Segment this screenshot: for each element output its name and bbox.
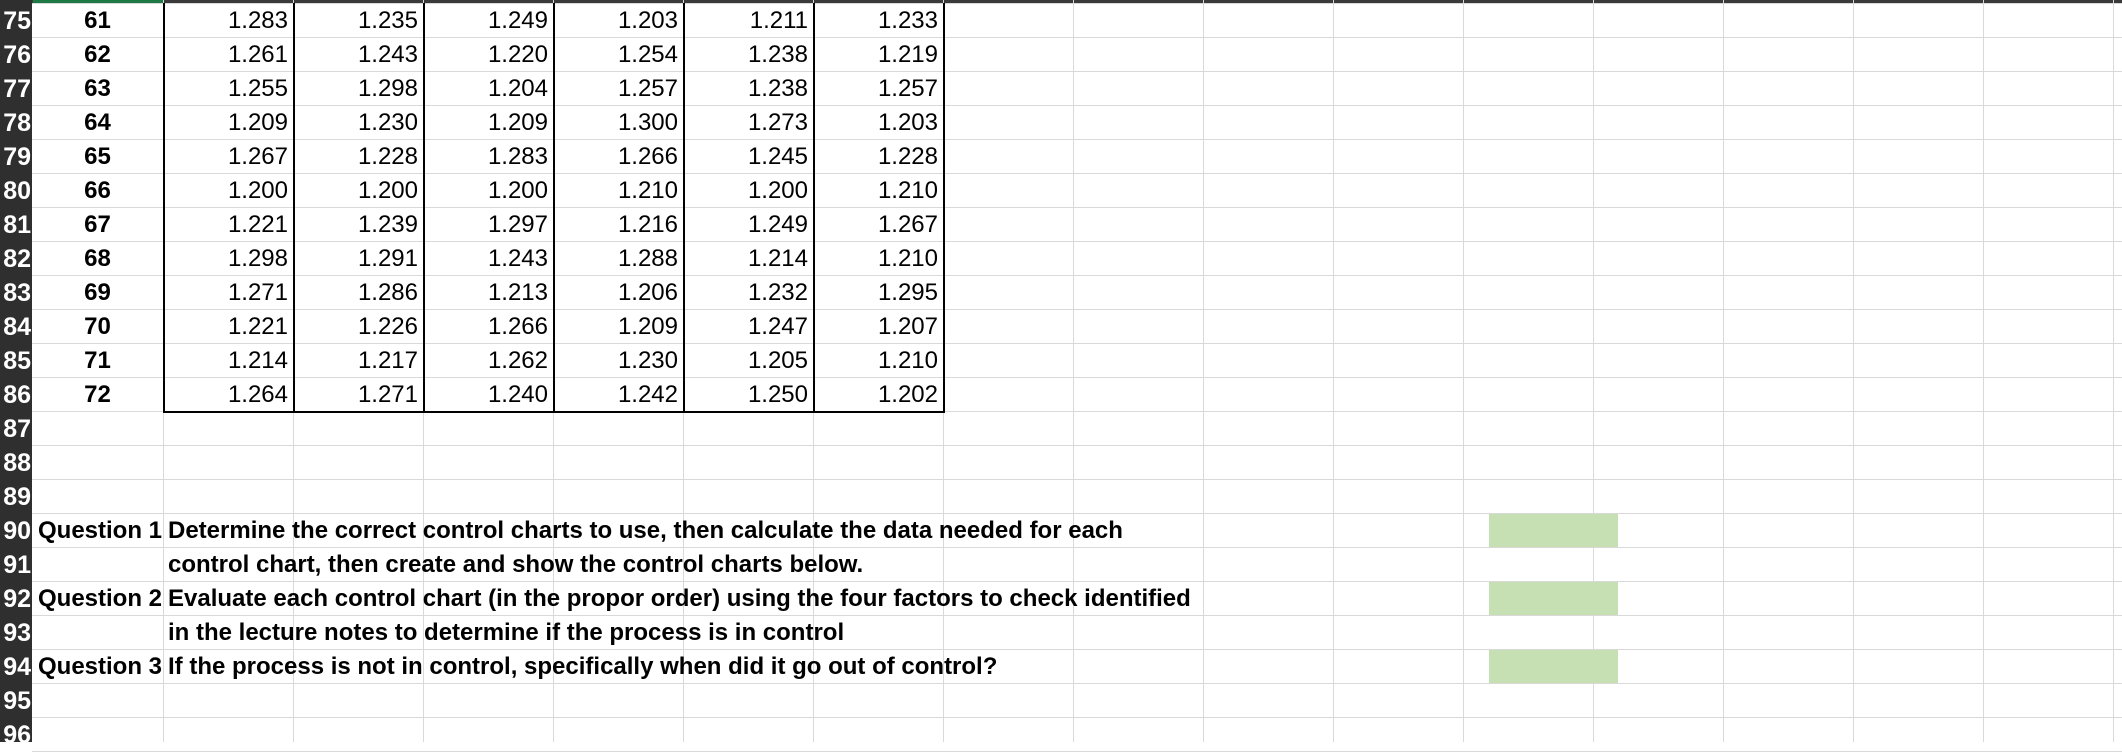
measurement-cell[interactable]: 1.240 bbox=[487, 381, 548, 408]
row-header[interactable]: 90 bbox=[3, 517, 31, 545]
row-header[interactable]: 75 bbox=[3, 7, 31, 35]
row-gridline bbox=[32, 717, 2122, 718]
row-gridline bbox=[32, 445, 2122, 446]
measurement-cell[interactable]: 1.298 bbox=[357, 75, 418, 102]
question-label[interactable]: Question 3 bbox=[38, 653, 163, 680]
measurement-cell[interactable]: 1.286 bbox=[357, 279, 418, 306]
measurement-cell[interactable]: 1.271 bbox=[227, 279, 288, 306]
row-header[interactable]: 85 bbox=[3, 347, 31, 375]
table-border bbox=[943, 3, 945, 413]
row-header[interactable]: 81 bbox=[3, 211, 31, 239]
measurement-cell[interactable]: 1.210 bbox=[877, 245, 938, 272]
measurement-cell[interactable]: 1.257 bbox=[617, 75, 678, 102]
measurement-cell[interactable]: 1.257 bbox=[877, 75, 938, 102]
measurement-cell[interactable]: 1.220 bbox=[487, 41, 548, 68]
sample-number-cell[interactable]: 72 bbox=[84, 381, 111, 408]
answer-cell[interactable] bbox=[1489, 514, 1618, 547]
measurement-cell[interactable]: 1.273 bbox=[747, 109, 808, 136]
measurement-cell[interactable]: 1.255 bbox=[227, 75, 288, 102]
measurement-cell[interactable]: 1.262 bbox=[487, 347, 548, 374]
measurement-cell[interactable]: 1.209 bbox=[487, 109, 548, 136]
sample-number-cell[interactable]: 71 bbox=[84, 347, 111, 374]
measurement-cell[interactable]: 1.295 bbox=[877, 279, 938, 306]
measurement-cell[interactable]: 1.210 bbox=[877, 347, 938, 374]
measurement-cell[interactable]: 1.239 bbox=[357, 211, 418, 238]
measurement-cell[interactable]: 1.216 bbox=[617, 211, 678, 238]
measurement-cell[interactable]: 1.267 bbox=[877, 211, 938, 238]
measurement-cell[interactable]: 1.203 bbox=[617, 7, 678, 34]
measurement-cell[interactable]: 1.210 bbox=[617, 177, 678, 204]
row-header[interactable]: 79 bbox=[3, 143, 31, 171]
measurement-cell[interactable]: 1.298 bbox=[227, 245, 288, 272]
measurement-cell[interactable]: 1.235 bbox=[357, 7, 418, 34]
column-gridline bbox=[1463, 0, 1464, 742]
measurement-cell[interactable]: 1.200 bbox=[357, 177, 418, 204]
measurement-cell[interactable]: 1.219 bbox=[877, 41, 938, 68]
row-header[interactable]: 89 bbox=[3, 483, 31, 511]
measurement-cell[interactable]: 1.297 bbox=[487, 211, 548, 238]
measurement-cell[interactable]: 1.261 bbox=[227, 41, 288, 68]
sample-number-cell[interactable]: 64 bbox=[84, 109, 111, 136]
measurement-cell[interactable]: 1.249 bbox=[747, 211, 808, 238]
measurement-cell[interactable]: 1.202 bbox=[877, 381, 938, 408]
measurement-cell[interactable]: 1.267 bbox=[227, 143, 288, 170]
measurement-cell[interactable]: 1.213 bbox=[487, 279, 548, 306]
measurement-cell[interactable]: 1.264 bbox=[227, 381, 288, 408]
sample-number-cell[interactable]: 65 bbox=[84, 143, 111, 170]
measurement-cell[interactable]: 1.214 bbox=[227, 347, 288, 374]
row-header[interactable]: 88 bbox=[3, 449, 31, 477]
column-gridline bbox=[1723, 0, 1724, 742]
measurement-cell[interactable]: 1.200 bbox=[487, 177, 548, 204]
row-header[interactable]: 95 bbox=[3, 687, 31, 715]
measurement-cell[interactable]: 1.238 bbox=[747, 41, 808, 68]
measurement-cell[interactable]: 1.209 bbox=[617, 313, 678, 340]
question-text[interactable]: Evaluate each control chart (in the propor order) using the four factors to check identified bbox=[168, 585, 1191, 612]
measurement-cell[interactable]: 1.207 bbox=[877, 313, 938, 340]
measurement-cell[interactable]: 1.266 bbox=[617, 143, 678, 170]
row-header[interactable]: 86 bbox=[3, 381, 31, 409]
measurement-cell[interactable]: 1.200 bbox=[227, 177, 288, 204]
row-header-column[interactable] bbox=[0, 0, 32, 749]
measurement-cell[interactable]: 1.221 bbox=[227, 211, 288, 238]
measurement-cell[interactable]: 1.228 bbox=[877, 143, 938, 170]
sample-number-cell[interactable]: 70 bbox=[84, 313, 111, 340]
question-text[interactable]: If the process is not in control, specifically when did it go out of control? bbox=[168, 653, 998, 680]
measurement-cell[interactable]: 1.247 bbox=[747, 313, 808, 340]
row-gridline bbox=[32, 479, 2122, 480]
column-gridline bbox=[1073, 0, 1074, 742]
question-text-continued[interactable]: control chart, then create and show the control charts below. bbox=[168, 551, 864, 578]
measurement-cell[interactable]: 1.249 bbox=[487, 7, 548, 34]
measurement-cell[interactable]: 1.230 bbox=[357, 109, 418, 136]
measurement-cell[interactable]: 1.217 bbox=[357, 347, 418, 374]
measurement-cell[interactable]: 1.205 bbox=[747, 347, 808, 374]
sample-number-cell[interactable]: 63 bbox=[84, 75, 111, 102]
measurement-cell[interactable]: 1.214 bbox=[747, 245, 808, 272]
measurement-cell[interactable]: 1.232 bbox=[747, 279, 808, 306]
row-header[interactable]: 80 bbox=[3, 177, 31, 205]
column-gridline bbox=[1333, 0, 1334, 742]
measurement-cell[interactable]: 1.209 bbox=[227, 109, 288, 136]
measurement-cell[interactable]: 1.203 bbox=[877, 109, 938, 136]
measurement-cell[interactable]: 1.271 bbox=[357, 381, 418, 408]
measurement-cell[interactable]: 1.283 bbox=[227, 7, 288, 34]
row-header[interactable]: 83 bbox=[3, 279, 31, 307]
column-gridline bbox=[1853, 0, 1854, 742]
row-header[interactable]: 82 bbox=[3, 245, 31, 273]
sample-number-cell[interactable]: 66 bbox=[84, 177, 111, 204]
sample-number-cell[interactable]: 62 bbox=[84, 41, 111, 68]
question-text-continued[interactable]: in the lecture notes to determine if the process is in control bbox=[168, 619, 845, 646]
sample-number-cell[interactable]: 69 bbox=[84, 279, 111, 306]
measurement-cell[interactable]: 1.242 bbox=[617, 381, 678, 408]
row-header[interactable]: 96 bbox=[3, 721, 31, 749]
question-text[interactable]: Determine the correct control charts to use, then calculate the data needed for each bbox=[168, 517, 1123, 544]
measurement-cell[interactable]: 1.226 bbox=[357, 313, 418, 340]
column-gridline bbox=[1203, 0, 1204, 742]
row-header[interactable]: 77 bbox=[3, 75, 31, 103]
measurement-cell[interactable]: 1.228 bbox=[357, 143, 418, 170]
row-header[interactable]: 78 bbox=[3, 109, 31, 137]
row-header[interactable]: 87 bbox=[3, 415, 31, 443]
measurement-cell[interactable]: 1.211 bbox=[749, 7, 808, 34]
measurement-cell[interactable]: 1.206 bbox=[617, 279, 678, 306]
column-gridline bbox=[2113, 0, 2114, 742]
measurement-cell[interactable]: 1.238 bbox=[747, 75, 808, 102]
column-gridline bbox=[1983, 0, 1984, 742]
sample-number-cell[interactable]: 67 bbox=[84, 211, 111, 238]
measurement-cell[interactable]: 1.243 bbox=[487, 245, 548, 272]
measurement-cell[interactable]: 1.233 bbox=[877, 7, 938, 34]
row-header[interactable]: 76 bbox=[3, 41, 31, 69]
measurement-cell[interactable]: 1.204 bbox=[487, 75, 548, 102]
measurement-cell[interactable]: 1.254 bbox=[617, 41, 678, 68]
measurement-cell[interactable]: 1.300 bbox=[617, 109, 678, 136]
measurement-cell[interactable]: 1.243 bbox=[357, 41, 418, 68]
measurement-cell[interactable]: 1.250 bbox=[747, 381, 808, 408]
row-header[interactable]: 91 bbox=[3, 551, 31, 579]
column-gridline bbox=[1593, 0, 1594, 742]
measurement-cell[interactable]: 1.200 bbox=[747, 177, 808, 204]
answer-cell[interactable] bbox=[1489, 650, 1618, 683]
measurement-cell[interactable]: 1.291 bbox=[357, 245, 418, 272]
row-header[interactable]: 92 bbox=[3, 585, 31, 613]
measurement-cell[interactable]: 1.221 bbox=[227, 313, 288, 340]
row-header[interactable]: 94 bbox=[3, 653, 31, 681]
measurement-cell[interactable]: 1.230 bbox=[617, 347, 678, 374]
sample-number-cell[interactable]: 61 bbox=[84, 7, 111, 34]
sample-number-cell[interactable]: 68 bbox=[84, 245, 111, 272]
measurement-cell[interactable]: 1.266 bbox=[487, 313, 548, 340]
answer-cell[interactable] bbox=[1489, 582, 1618, 615]
measurement-cell[interactable]: 1.245 bbox=[747, 143, 808, 170]
measurement-cell[interactable]: 1.288 bbox=[617, 245, 678, 272]
measurement-cell[interactable]: 1.283 bbox=[487, 143, 548, 170]
measurement-cell[interactable]: 1.210 bbox=[877, 177, 938, 204]
question-label[interactable]: Question 2 bbox=[38, 585, 163, 612]
row-header[interactable]: 84 bbox=[3, 313, 31, 341]
question-label[interactable]: Question 1 bbox=[38, 517, 163, 544]
row-header[interactable]: 93 bbox=[3, 619, 31, 647]
